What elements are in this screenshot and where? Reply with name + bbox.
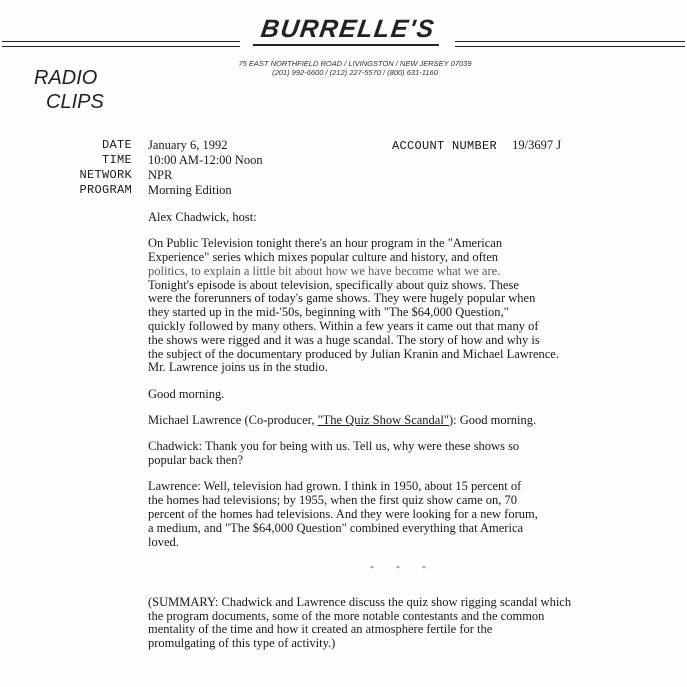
summary-line: mentality of the time and how it created an atmosphere fertile for the	[148, 622, 493, 637]
letterhead-phones: (201) 992-6600 / (212) 227-5570 / (800) 631-1160	[272, 68, 438, 77]
summary	[148, 596, 658, 651]
intro-line: Tonight's episode is about television, specifically about quiz shows. These	[148, 277, 519, 292]
answer-line: Lawrence: Well, television had grown. I think in 1950, about 15 percent of	[148, 479, 522, 494]
intro-line: politics, to explain a little bit about how we have become what we are.	[148, 263, 501, 278]
host-intro: Alex Chadwick, host:	[148, 210, 257, 224]
lawrence-prefix: Michael Lawrence (Co-producer,	[148, 413, 318, 428]
transcript-body	[148, 211, 658, 663]
program-value: Morning Edition	[148, 183, 232, 197]
broadcast-details	[40, 138, 263, 198]
answer-line: a medium, and "The $64,000 Question" combined everything that America	[148, 520, 524, 535]
account-value: 19/3697 J	[512, 138, 562, 152]
intro-line: they started up in the mid-'50s, beginning with "The $64,000 Question,"	[148, 305, 509, 320]
documentary-title: "The Quiz Show Scandal"	[317, 413, 449, 428]
date-row	[40, 138, 263, 153]
section-separator: * * *	[370, 563, 436, 573]
intro-paragraph	[148, 237, 658, 375]
intro-line: quickly followed by many others. Within a few years it came out that many of	[148, 319, 539, 334]
intro-line: On Public Television tonight there's an hour program in the "American	[148, 236, 503, 251]
section-title-line2: CLIPS	[46, 91, 104, 113]
date-value: January 6, 1992	[148, 138, 228, 152]
account-number	[392, 138, 561, 153]
chadwick-question	[148, 440, 658, 468]
account-label: ACCOUNT NUMBER	[392, 139, 498, 153]
intro-line: Experience" series which mixes popular culture and history, and often	[148, 250, 499, 265]
time-value: 10:00 AM-12:00 Noon	[148, 153, 263, 167]
intro-line: Mr. Lawrence joins us in the studio.	[148, 360, 328, 375]
summary-line: (SUMMARY: Chadwick and Lawrence discuss the quiz show rigging scandal which	[148, 594, 572, 609]
intro-line: the shows were rigged and it was a huge scandal. The story of how and why is	[148, 332, 540, 347]
greeting: Good morning.	[148, 386, 225, 401]
answer-line: the homes had televisions; by 1955, when the first quiz show came on, 70	[148, 493, 518, 508]
question-line: Chadwick: Thank you for being with us. Tell us, why were these shows so	[148, 439, 520, 454]
burrelles-logo	[240, 14, 455, 56]
time-label: TIME	[101, 153, 132, 167]
program-label: PROGRAM	[79, 183, 132, 197]
intro-line: were the forerunners of today's game shows. They were hugely popular when	[148, 291, 536, 306]
date-label: DATE	[101, 138, 132, 152]
answer-line: percent of the homes had televisions. And they were looking for a new forum,	[148, 507, 538, 522]
network-value: NPR	[148, 168, 173, 182]
program-row	[40, 183, 263, 198]
question-line: popular back then?	[148, 453, 244, 468]
section-title	[34, 66, 104, 114]
lawrence-suffix: ): Good morning.	[448, 413, 537, 428]
lawrence-greeting	[148, 414, 658, 428]
summary-line: the program documents, some of the more notable contestants and the common	[148, 608, 545, 623]
time-row	[40, 153, 263, 168]
letterhead-address: 75 EAST NORTHFIELD ROAD / LIVINGSTON / NEW JERSEY 07039	[238, 59, 472, 68]
lawrence-answer	[148, 480, 658, 549]
summary-line: promulgating of this type of activity.)	[148, 636, 336, 651]
network-label: NETWORK	[79, 168, 132, 182]
intro-line: the subject of the documentary produced by Julian Kranin and Michael Lawrence.	[148, 346, 559, 361]
network-row	[40, 168, 263, 183]
brand-name: BURRELLE'S	[252, 14, 442, 46]
answer-line: loved.	[148, 534, 179, 549]
section-title-line1: RADIO	[34, 67, 98, 89]
